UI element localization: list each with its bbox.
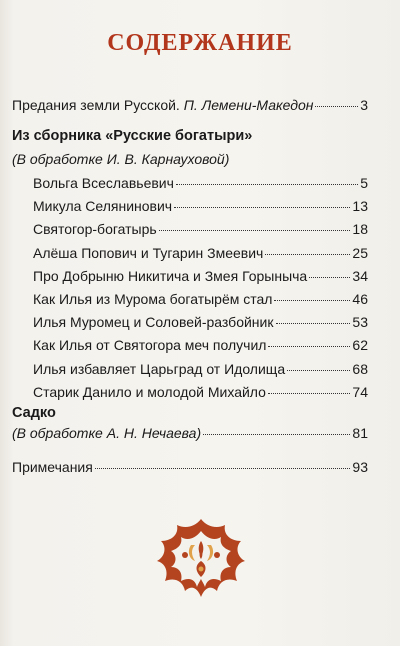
toc-entry[interactable] <box>33 174 368 192</box>
entry-author: П. Лемени-Македон <box>183 97 314 113</box>
entry-title: Предания земли Русской. <box>12 97 180 113</box>
entry-title: Илья Муромец и Соловей-разбойник <box>33 314 274 331</box>
entry-title: Вольга Всеславьевич <box>33 175 174 191</box>
entry-title: Старик Данило и молодой Михайло <box>33 383 266 400</box>
page-title: СОДЕРЖАНИЕ <box>107 30 293 56</box>
toc-entry[interactable] <box>33 290 368 308</box>
leader-dots <box>268 346 350 347</box>
entry-page: 93 <box>352 459 368 475</box>
entry-title: Илья избавляет Царьград от Идолища <box>33 360 286 377</box>
entry-title: Как Илья из Мурома богатырём стал <box>33 291 273 307</box>
leader-dots <box>174 207 350 208</box>
entry-page: 25 <box>352 244 368 261</box>
leader-dots <box>276 323 351 324</box>
entry-title: Про Добрыню Никитича и Змея Горыныча <box>33 267 308 284</box>
entry-title: Как Илья от Святогора меч получил <box>33 337 267 354</box>
toc-entry[interactable] <box>33 244 368 262</box>
leader-dots <box>309 277 350 278</box>
toc-entry[interactable] <box>33 313 368 331</box>
entry-page: 81 <box>352 425 368 441</box>
entry-page: 5 <box>360 175 368 191</box>
toc-entry-intro[interactable] <box>12 96 368 114</box>
entry-page: 13 <box>352 198 368 215</box>
entry-page: 34 <box>352 267 368 284</box>
entry-page: 62 <box>352 337 368 354</box>
section-subtitle: (В обработке И. В. Карнауховой) <box>12 151 230 167</box>
leader-dots <box>287 370 350 371</box>
leader-dots <box>176 184 358 185</box>
leader-dots <box>274 300 350 301</box>
toc-entry[interactable] <box>33 336 368 354</box>
section-heading: Из сборника «Русские богатыри» <box>12 128 253 144</box>
entry-title: Алёша Попович и Тугарин Змеевич <box>33 244 264 261</box>
entry-title: Микула Селянинович <box>33 198 173 215</box>
entry-page: 53 <box>352 314 368 331</box>
entry-page: 74 <box>352 383 368 400</box>
section-heading-sadko: Садко <box>12 405 56 421</box>
entry-title: Примечания <box>12 459 93 475</box>
leader-dots <box>203 434 350 435</box>
toc-entry[interactable] <box>33 267 368 285</box>
entry-page: 18 <box>352 221 368 238</box>
leader-dots <box>268 393 351 394</box>
toc-entry[interactable] <box>33 220 368 238</box>
entry-title: (В обработке А. Н. Нечаева) <box>12 425 202 441</box>
toc-entry[interactable] <box>33 197 368 215</box>
leader-dots <box>159 230 351 231</box>
leader-dots <box>95 468 351 469</box>
entry-page: 3 <box>360 97 368 113</box>
entry-title: Святогор-богатырь <box>33 221 157 238</box>
decorative-vignette-icon <box>145 515 257 601</box>
toc-entry-notes[interactable] <box>12 458 368 476</box>
toc-entry[interactable] <box>33 383 368 401</box>
toc-entry[interactable] <box>33 360 368 378</box>
leader-dots <box>265 254 350 255</box>
entry-page: 46 <box>352 291 368 307</box>
toc-entry-sadko[interactable] <box>12 424 368 442</box>
entry-page: 68 <box>352 360 368 377</box>
leader-dots <box>315 106 358 107</box>
